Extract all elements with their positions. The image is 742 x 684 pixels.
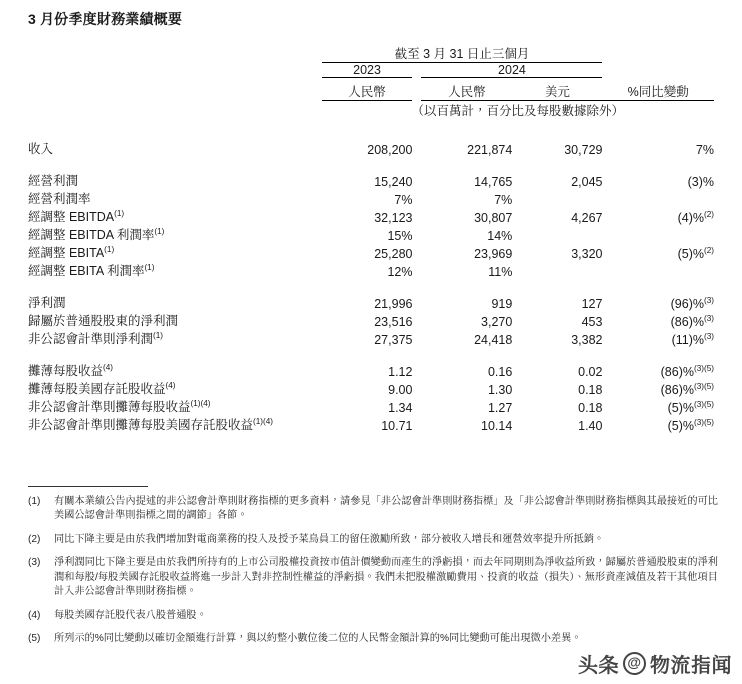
footnote-text: 淨利潤同比下降主要是由於我們所持有的上市公司股權投資按市值計價變動而產生的淨虧損，而去年同期則為淨收益所致，歸屬於普通股股東的淨利潤和每股/每股美國存託股收益將進一步計入對非控制性權益的淨虧損。我們未把股權激勵費用、投資的收益（損失）、無形資產減值及若干其他項目計入非公認會計準則財務指標。 bbox=[54, 557, 718, 598]
cell-rmb-2024: 3,270 bbox=[481, 315, 513, 329]
cell-column-gap bbox=[412, 379, 421, 397]
cell-rmb-2023: 15,240 bbox=[374, 175, 413, 189]
cell-usd-2024: 0.18 bbox=[578, 383, 603, 397]
superscript-note-ref: (1) bbox=[153, 330, 164, 340]
cell-rmb-2023: 27,375 bbox=[374, 333, 413, 347]
row-label: 經營利潤 bbox=[28, 174, 79, 188]
spacer-cell bbox=[28, 119, 714, 139]
header-row-unit-note bbox=[28, 101, 714, 120]
table-row bbox=[28, 329, 714, 347]
superscript-note-ref: (3) bbox=[703, 295, 714, 305]
header-empty-cell-right bbox=[602, 44, 714, 63]
superscript-note-ref: (3)(5) bbox=[693, 417, 714, 427]
cell-column-gap bbox=[412, 243, 421, 261]
financial-summary-table bbox=[28, 44, 714, 433]
cell-usd-2024 bbox=[512, 189, 602, 207]
cell-yoy-change: (86)%$^{(3)}$ bbox=[670, 313, 714, 329]
header-empty-cell bbox=[28, 63, 322, 78]
cell-rmb-2023: 12% bbox=[387, 265, 413, 279]
footnote-text: 所列示的%同比變動以確切金額進行計算，與以約整小數位後二位的人民幣金額計算的%同比變動可能出現微小差異。 bbox=[54, 633, 582, 645]
header-row-currencies bbox=[28, 82, 714, 101]
cell-rmb-2023: 9.00 bbox=[388, 383, 413, 397]
cell-usd-2024: 3,320 bbox=[571, 247, 603, 261]
table-row bbox=[28, 243, 714, 261]
table-row bbox=[28, 361, 714, 379]
cell-column-gap bbox=[412, 261, 421, 279]
footnote-item bbox=[28, 609, 718, 623]
cell-rmb-2024: 221,874 bbox=[467, 143, 513, 157]
superscript-note-ref: (4) bbox=[103, 362, 114, 372]
row-label: 經調整 EBITA 利潤率$^{(1)}$ bbox=[28, 262, 155, 278]
row-label: 非公認會計準則淨利潤$^{(1)}$ bbox=[28, 330, 164, 346]
cell-usd-2024: 1.40 bbox=[578, 419, 603, 433]
footnote-marker: (5) bbox=[28, 633, 41, 645]
watermark-at-icon: @ bbox=[623, 652, 646, 675]
header-currency-usd-2024: 美元 bbox=[512, 82, 602, 101]
footnote-text: 每股美國存託股代表八股普通股。 bbox=[54, 609, 207, 621]
superscript-note-ref: (1) bbox=[114, 208, 125, 218]
cell-rmb-2023: 1.34 bbox=[388, 401, 413, 415]
header-empty-cell bbox=[28, 82, 322, 101]
cell-rmb-2023: 208,200 bbox=[367, 143, 413, 157]
cell-rmb-2023: 7% bbox=[394, 193, 413, 207]
table-row bbox=[28, 139, 714, 157]
cell-usd-2024 bbox=[512, 225, 602, 243]
cell-usd-2024: 453 bbox=[581, 315, 603, 329]
cell-yoy-change: (4)%$^{(2)}$ bbox=[677, 209, 714, 225]
footnotes-divider bbox=[28, 486, 148, 487]
superscript-note-ref: (4) bbox=[165, 380, 176, 390]
table-row bbox=[28, 189, 714, 207]
cell-rmb-2023: 21,996 bbox=[374, 297, 413, 311]
cell-rmb-2024: 10.14 bbox=[481, 419, 513, 433]
header-row-years bbox=[28, 63, 714, 78]
cell-usd-2024: 30,729 bbox=[564, 143, 603, 157]
cell-usd-2024: 127 bbox=[581, 297, 603, 311]
superscript-note-ref: (3) bbox=[703, 331, 714, 341]
header-empty-cell bbox=[28, 101, 322, 120]
row-label: 經調整 EBITDA 利潤率$^{(1)}$ bbox=[28, 226, 165, 242]
watermark-handle: 物流指闻 bbox=[650, 655, 732, 677]
cell-usd-2024: 2,045 bbox=[571, 175, 603, 189]
superscript-note-ref: (1) bbox=[144, 262, 155, 272]
header-unit-note: （以百萬計，百分比及每股數據除外） bbox=[411, 104, 625, 118]
header-empty-cell bbox=[28, 44, 322, 63]
row-label: 歸屬於普通股股東的淨利潤 bbox=[28, 314, 179, 328]
cell-rmb-2023: 15% bbox=[387, 229, 413, 243]
cell-rmb-2024: 30,807 bbox=[474, 211, 513, 225]
cell-column-gap bbox=[412, 361, 421, 379]
cell-yoy-change: (96)%$^{(3)}$ bbox=[670, 295, 714, 311]
header-period-label: 截至 3 月 31 日止三個月 bbox=[322, 44, 603, 63]
cell-rmb-2024: 11% bbox=[488, 265, 513, 279]
spacer-cell bbox=[28, 279, 714, 293]
footnote-item bbox=[28, 632, 718, 646]
cell-column-gap bbox=[412, 189, 421, 207]
cell-column-gap bbox=[412, 311, 421, 329]
cell-yoy-change: (11)%$^{(3)}$ bbox=[671, 331, 714, 347]
row-label: 非公認會計準則攤薄每股美國存託股收益$^{(1)(4)}$ bbox=[28, 416, 274, 432]
row-label: 收入 bbox=[28, 142, 54, 156]
row-label: 經營利潤率 bbox=[28, 192, 91, 206]
superscript-note-ref: (2) bbox=[703, 245, 714, 255]
cell-rmb-2023: 23,516 bbox=[374, 315, 413, 329]
header-currency-gap bbox=[412, 82, 421, 101]
footnote-list bbox=[28, 495, 718, 647]
header-year-gap bbox=[412, 63, 421, 78]
cell-yoy-change bbox=[602, 189, 714, 207]
table-row bbox=[28, 397, 714, 415]
cell-rmb-2024: 919 bbox=[491, 297, 513, 311]
table-body bbox=[28, 119, 714, 433]
cell-usd-2024: 0.02 bbox=[578, 365, 603, 379]
cell-rmb-2024: 24,418 bbox=[474, 333, 513, 347]
cell-rmb-2024: 14% bbox=[487, 229, 513, 243]
footnote-text: 同比下降主要是由於我們增加對電商業務的投入及授予菜鳥員工的留任激勵所致，部分被收入增長和運營效率提升所抵銷。 bbox=[54, 533, 605, 545]
cell-yoy-change: (5)%$^{(3)(5)}$ bbox=[667, 417, 714, 433]
footnote-marker: (4) bbox=[28, 609, 41, 621]
cell-column-gap bbox=[412, 171, 421, 189]
superscript-note-ref: (2) bbox=[703, 209, 714, 219]
footnote-item bbox=[28, 556, 718, 599]
header-currency-rmb-2024: 人民幣 bbox=[421, 82, 512, 101]
cell-column-gap bbox=[412, 225, 421, 243]
table-row bbox=[28, 379, 714, 397]
watermark-brand: 头条 bbox=[578, 655, 619, 677]
row-label: 經調整 EBITDA$^{(1)}$ bbox=[28, 208, 125, 224]
table-header bbox=[28, 44, 714, 119]
header-empty-cell-right bbox=[602, 63, 714, 78]
cell-rmb-2024: 1.27 bbox=[487, 401, 513, 415]
superscript-note-ref: (1) bbox=[154, 226, 165, 236]
footnote-item bbox=[28, 533, 718, 547]
table-row bbox=[28, 171, 714, 189]
cell-yoy-change: 7% bbox=[695, 143, 714, 157]
group-spacer-row bbox=[28, 119, 714, 139]
cell-yoy-change: (3)% bbox=[687, 175, 714, 189]
cell-column-gap bbox=[412, 207, 421, 225]
row-label: 攤薄每股美國存託股收益$^{(4)}$ bbox=[28, 380, 176, 396]
superscript-note-ref: (3)(5) bbox=[693, 363, 714, 373]
header-currency-rmb-2023: 人民幣 bbox=[322, 82, 413, 101]
cell-rmb-2023: 25,280 bbox=[374, 247, 413, 261]
superscript-note-ref: (3)(5) bbox=[693, 381, 714, 391]
header-year-2024: 2024 bbox=[421, 63, 602, 78]
cell-column-gap bbox=[412, 415, 421, 433]
cell-rmb-2023: 32,123 bbox=[374, 211, 413, 225]
superscript-note-ref: (1)(4) bbox=[253, 416, 274, 426]
footnotes-section bbox=[28, 486, 718, 656]
cell-rmb-2023: 1.12 bbox=[388, 365, 413, 379]
cell-usd-2024 bbox=[512, 261, 602, 279]
table-row bbox=[28, 415, 714, 433]
row-label: 非公認會計準則攤薄每股收益$^{(1)(4)}$ bbox=[28, 398, 211, 414]
cell-usd-2024: 3,382 bbox=[571, 333, 603, 347]
cell-rmb-2024: 7% bbox=[494, 193, 513, 207]
group-spacer-row bbox=[28, 279, 714, 293]
superscript-note-ref: (3)(5) bbox=[693, 399, 714, 409]
cell-column-gap bbox=[412, 329, 421, 347]
footnote-marker: (3) bbox=[28, 557, 41, 569]
cell-rmb-2023: 10.71 bbox=[381, 419, 413, 433]
table-row bbox=[28, 311, 714, 329]
superscript-note-ref: (3) bbox=[703, 313, 714, 323]
superscript-note-ref: (1) bbox=[104, 244, 115, 254]
cell-rmb-2024: 1.30 bbox=[487, 383, 513, 397]
table-row bbox=[28, 207, 714, 225]
table-row bbox=[28, 225, 714, 243]
row-label: 經調整 EBITA$^{(1)}$ bbox=[28, 244, 115, 260]
footnote-marker: (1) bbox=[28, 496, 41, 507]
cell-yoy-change bbox=[602, 261, 714, 279]
cell-yoy-change: (86)%$^{(3)(5)}$ bbox=[660, 363, 714, 379]
page-title: 3 月份季度財務業績概要 bbox=[28, 11, 183, 27]
footnote-text: 有關本業績公告內提述的非公認會計準則財務指標的更多資料，請參見「非公認會計準則財務指標」及「非公認會計準則財務指標與其最接近的可比美國公認會計準則指標之間的調節」各節。 bbox=[54, 496, 718, 522]
cell-column-gap bbox=[412, 139, 421, 157]
cell-usd-2024: 4,267 bbox=[571, 211, 603, 225]
cell-column-gap bbox=[412, 293, 421, 311]
cell-rmb-2024: 14,765 bbox=[474, 175, 513, 189]
group-spacer-row bbox=[28, 347, 714, 361]
cell-usd-2024: 0.18 bbox=[578, 401, 603, 415]
spacer-cell bbox=[28, 157, 714, 171]
table-row bbox=[28, 261, 714, 279]
footnote-item bbox=[28, 495, 718, 524]
table-row bbox=[28, 293, 714, 311]
header-yoy-change: %同比變動 bbox=[602, 82, 714, 101]
cell-yoy-change: (5)%$^{(3)(5)}$ bbox=[667, 399, 714, 415]
footnote-marker: (2) bbox=[28, 533, 41, 545]
header-year-2023: 2023 bbox=[322, 63, 413, 78]
superscript-note-ref: (1)(4) bbox=[190, 398, 211, 408]
cell-yoy-change: (86)%$^{(3)(5)}$ bbox=[660, 381, 714, 397]
header-row-period bbox=[28, 44, 714, 63]
cell-yoy-change bbox=[602, 225, 714, 243]
group-spacer-row bbox=[28, 157, 714, 171]
row-label: 攤薄每股收益$^{(4)}$ bbox=[28, 362, 114, 378]
cell-rmb-2024: 23,969 bbox=[474, 247, 513, 261]
cell-rmb-2024: 0.16 bbox=[487, 365, 513, 379]
spacer-cell bbox=[28, 347, 714, 361]
cell-yoy-change: (5)%$^{(2)}$ bbox=[677, 245, 714, 261]
cell-column-gap bbox=[412, 397, 421, 415]
row-label: 淨利潤 bbox=[28, 296, 66, 310]
